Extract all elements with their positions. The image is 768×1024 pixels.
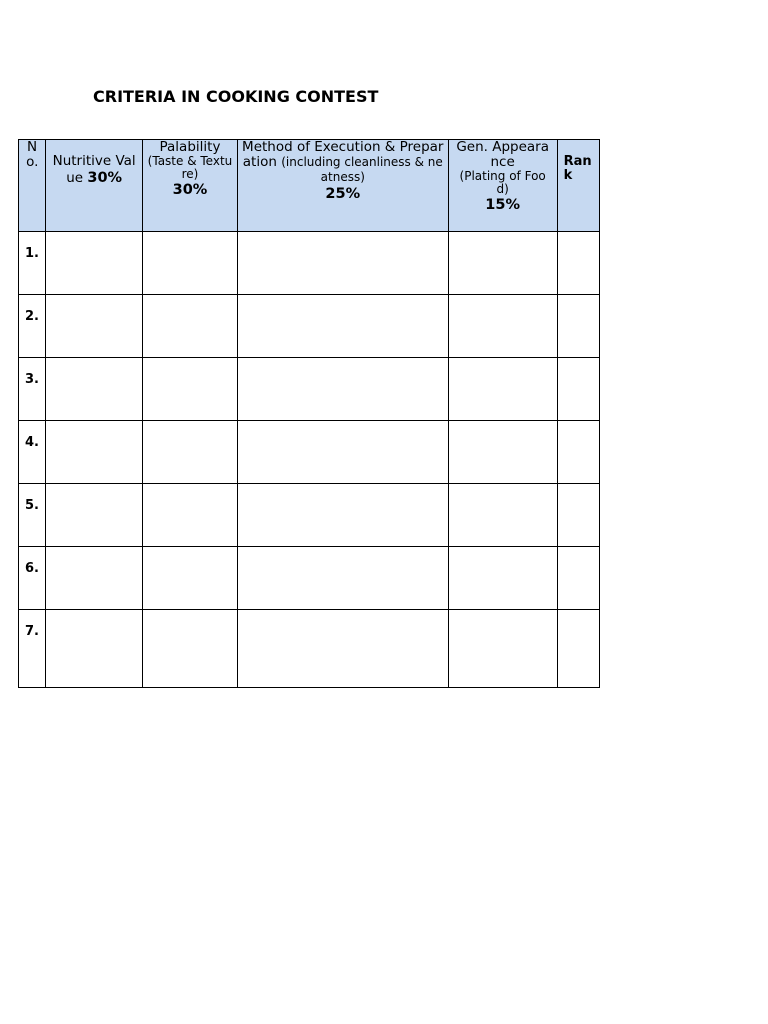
header-palability-sub: (Taste & Texture) [147, 154, 233, 181]
header-row [19, 140, 600, 232]
rank-cell[interactable] [557, 484, 599, 547]
table-row [19, 547, 600, 610]
appearance-score-cell[interactable] [448, 421, 557, 484]
row-number: 5. [25, 498, 39, 513]
table-row [19, 484, 600, 547]
table-row [19, 610, 600, 688]
palability-score-cell[interactable] [143, 232, 238, 295]
palability-score-cell[interactable] [143, 610, 238, 688]
header-appearance-label: Gen. Appearance [456, 139, 549, 170]
nutritive-score-cell[interactable] [46, 295, 143, 358]
row-number: 6. [25, 561, 39, 576]
method-score-cell[interactable] [237, 610, 448, 688]
header-palability [143, 140, 238, 232]
row-number-cell [19, 421, 46, 484]
header-nutritive-label: Nutritive Value [52, 153, 136, 186]
header-appearance-pct: 15% [485, 197, 521, 213]
palability-score-cell[interactable] [143, 358, 238, 421]
nutritive-score-cell[interactable] [46, 484, 143, 547]
header-method-pct: 25% [325, 186, 361, 202]
rank-cell[interactable] [557, 547, 599, 610]
palability-score-cell[interactable] [143, 484, 238, 547]
table-row [19, 421, 600, 484]
method-score-cell[interactable] [237, 484, 448, 547]
row-number: 7. [25, 624, 39, 639]
header-appearance [448, 140, 557, 232]
header-nutritive-value [46, 140, 143, 232]
nutritive-score-cell[interactable] [46, 358, 143, 421]
row-number-cell [19, 358, 46, 421]
appearance-score-cell[interactable] [448, 358, 557, 421]
header-rank [557, 140, 599, 232]
rank-cell[interactable] [557, 358, 599, 421]
rank-cell[interactable] [557, 610, 599, 688]
row-number-cell [19, 547, 46, 610]
row-number-cell [19, 295, 46, 358]
method-score-cell[interactable] [237, 547, 448, 610]
header-no-label: No. [26, 139, 39, 170]
row-number-cell [19, 232, 46, 295]
table-row [19, 232, 600, 295]
rank-cell[interactable] [557, 295, 599, 358]
nutritive-score-cell[interactable] [46, 547, 143, 610]
appearance-score-cell[interactable] [448, 610, 557, 688]
nutritive-score-cell[interactable] [46, 421, 143, 484]
header-nutritive-pct: 30% [87, 170, 123, 186]
header-rank-label: Rank [563, 154, 592, 183]
rank-cell[interactable] [557, 421, 599, 484]
header-no [19, 140, 46, 232]
rank-cell[interactable] [557, 232, 599, 295]
nutritive-score-cell[interactable] [46, 610, 143, 688]
appearance-score-cell[interactable] [448, 295, 557, 358]
row-number: 3. [25, 372, 39, 387]
row-number: 4. [25, 435, 39, 450]
row-number: 2. [25, 309, 39, 324]
nutritive-score-cell[interactable] [46, 232, 143, 295]
method-score-cell[interactable] [237, 295, 448, 358]
appearance-score-cell[interactable] [448, 232, 557, 295]
table-row [19, 358, 600, 421]
header-palability-label: Palability [159, 139, 221, 155]
header-method-label: Method of Execution & Preparation [242, 139, 444, 170]
table-row [19, 295, 600, 358]
appearance-score-cell[interactable] [448, 547, 557, 610]
appearance-score-cell[interactable] [448, 484, 557, 547]
palability-score-cell[interactable] [143, 295, 238, 358]
header-palability-pct: 30% [172, 182, 208, 198]
page-title: CRITERIA IN COOKING CONTEST [93, 87, 379, 106]
palability-score-cell[interactable] [143, 547, 238, 610]
row-number-cell [19, 610, 46, 688]
criteria-table [18, 139, 600, 688]
palability-score-cell[interactable] [143, 421, 238, 484]
header-appearance-sub: (Plating of Food) [459, 169, 546, 196]
header-method [237, 140, 448, 232]
row-number: 1. [25, 246, 39, 261]
method-score-cell[interactable] [237, 232, 448, 295]
method-score-cell[interactable] [237, 421, 448, 484]
header-method-sub: (including cleanliness & neatness) [281, 155, 443, 184]
row-number-cell [19, 484, 46, 547]
method-score-cell[interactable] [237, 358, 448, 421]
